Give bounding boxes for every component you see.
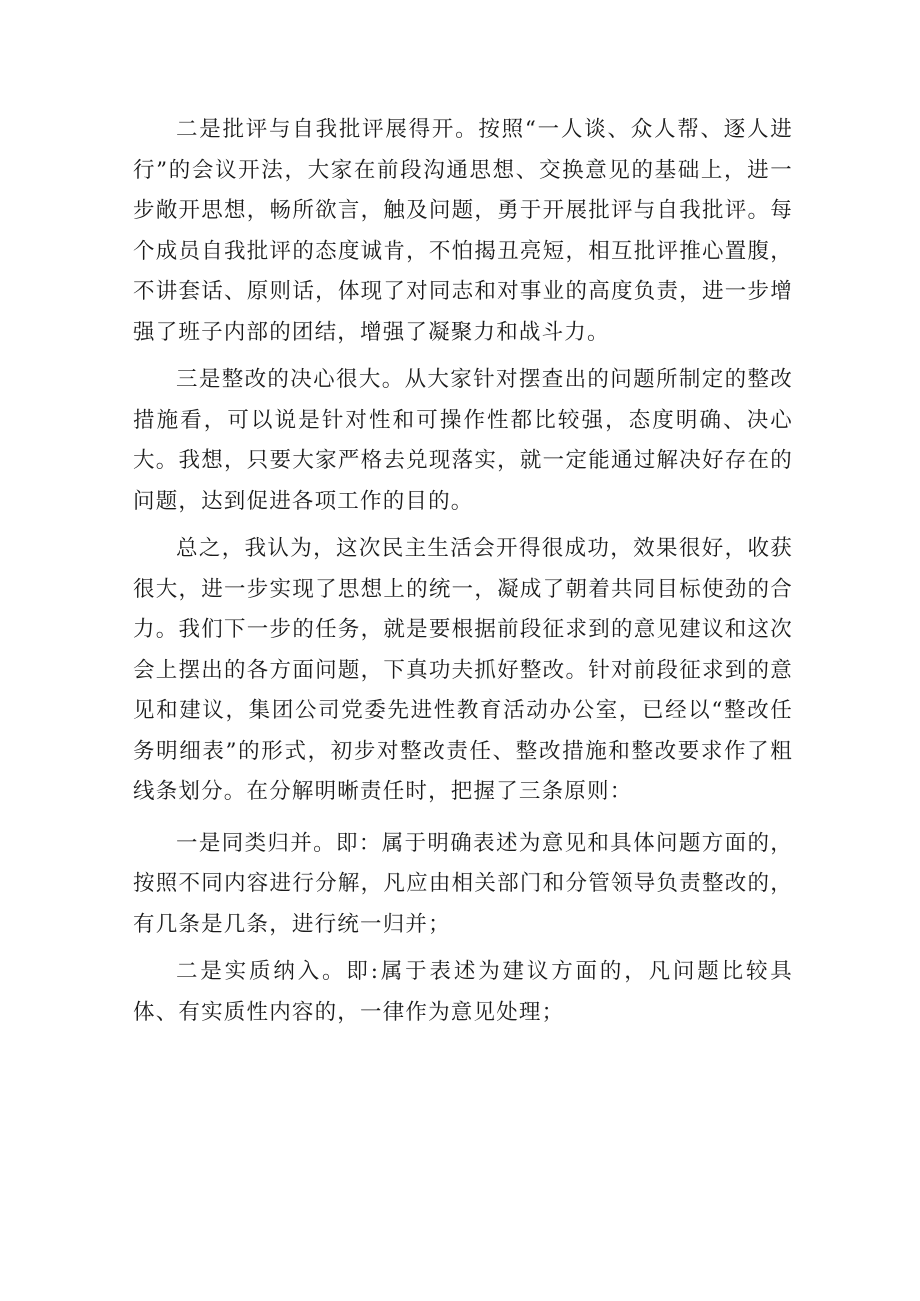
document-body: [133, 110, 793, 1033]
paragraph-principle-merge: 一是同类归并。即：属于明确表述为意见和具体问题方面的，按照不同内容进行分解，凡应由相关部门和分管领导负责整改的，有几条是几条，进行统一归并；: [133, 830, 793, 937]
paragraph-principle-substance: 二是实质纳入。即:属于表述为建议方面的，凡问题比较具体、有实质性内容的，一律作为意见处理；: [133, 959, 793, 1025]
paragraph-criticism: 二是批评与自我批评展得开。按照“一人谈、众人帮、逐人进行”的会议开法，大家在前段沟通思想、交换意见的基础上，进一步敞开思想，畅所欲言，触及问题，勇于开展批评与自我批评。每个成员自我批评的态度诚肯，不怕揭丑亮短，相互批评推心置腹，不讲套话、原则话，体现了对同志和对事业的高度负责，进一步增强了班子内部的团结，增强了凝聚力和战斗力。: [133, 117, 793, 345]
paragraph-rectification-resolve: 三是整改的决心很大。从大家针对摆查出的问题所制定的整改措施看，可以说是针对性和可操作性都比较强，态度明确、决心大。我想，只要大家严格去兑现落实，就一定能通过解决好存在的问题，达到促进各项工作的目的。: [133, 367, 793, 514]
paragraph-summary: 总之，我认为，这次民主生活会开得很成功，效果很好，收获很大，进一步实现了思想上的统一，凝成了朝着共同目标使劲的合力。我们下一步的任务，就是要根据前段征求到的意见建议和这次会上摆出的各方面问题，下真功夫抓好整改。针对前段征求到的意见和建议，集团公司党委先进性教育活动办公室，已经以“整改任务明细表”的形式，初步对整改责任、整改措施和整改要求作了粗线条划分。在分解明晰责任时，把握了三条原则：: [133, 536, 793, 804]
